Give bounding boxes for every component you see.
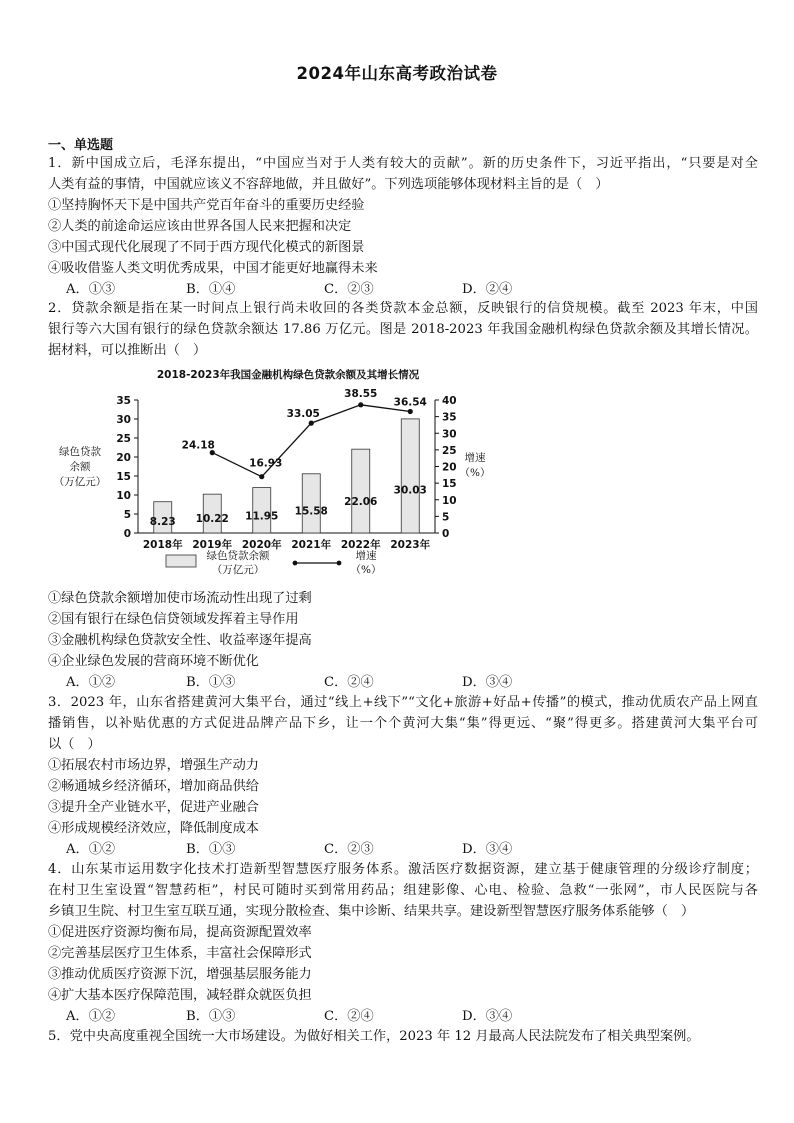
right-axis-tick-label: 10 [442, 494, 457, 507]
green-loan-chart [48, 362, 528, 584]
chart-title: 2018-2023年我国金融机构绿色贷款余额及其增长情况 [156, 369, 420, 381]
growth-point [408, 409, 413, 414]
statement-2: ②畅通城乡经济循环，增加商品供给 [48, 779, 259, 794]
answer-options [48, 672, 758, 693]
growth-value-label: 33.05 [286, 408, 320, 421]
option-b[interactable]: B．①③ [186, 842, 236, 857]
growth-value-label: 38.55 [344, 387, 378, 400]
growth-point [309, 421, 314, 426]
option-a[interactable]: A．①③ [66, 282, 116, 297]
question-1 [48, 153, 758, 300]
statement-4: ④形成规模经济效应，降低制度成本 [48, 821, 259, 836]
question-stem-line: 人类有益的事情，中国就应该义不容辞地做，并且做好”。下列选项能够体现材料主旨的是（ ） [48, 177, 609, 192]
x-tick-label: 2018年 [142, 539, 183, 551]
question-stem-line: 播销售，以补贴优惠的方式促进品牌产品下乡，让一个个黄河大集“集”得更远、“聚”得更多。搭建黄河大集平台可 [48, 716, 758, 731]
bar-value-label: 11.95 [245, 510, 279, 523]
left-axis-tick-label: 0 [123, 528, 131, 540]
legend-line-label: 增速 [355, 550, 377, 562]
statement-1: ①绿色贷款余额增加使市场流动性出现了过剩 [48, 591, 312, 606]
question-stem-line: 4．山东某市运用数字化技术打造新型智慧医疗服务体系。激活医疗数据资源，建立基于健康管理的分级诊疗制度； [48, 862, 758, 877]
legend-line-marker [337, 561, 342, 566]
left-axis-label: 绿色贷款 [59, 446, 101, 458]
section-heading: 一、单选题 [48, 138, 114, 153]
statement-4: ④企业绿色发展的营商环境不断优化 [48, 654, 259, 669]
statement-3: ③金融机构绿色贷款安全性、收益率逐年提高 [48, 633, 312, 648]
statement-3: ③中国式现代化展现了不同于西方现代化模式的新图景 [48, 240, 365, 255]
right-axis-tick-label: 20 [442, 461, 457, 474]
x-tick-label: 2023年 [390, 539, 431, 551]
option-a[interactable]: A．①② [66, 842, 116, 857]
x-tick-label: 2020年 [241, 539, 282, 551]
statement-2: ②国有银行在绿色信贷领域发挥着主导作用 [48, 612, 299, 627]
left-axis-tick-label: 15 [116, 471, 131, 483]
right-axis-label: 增速 [464, 452, 486, 464]
question-stem-line: 据材料，可以推断出（ ） [48, 343, 207, 358]
option-c[interactable]: C．②③ [324, 842, 374, 857]
right-axis-tick-label: 0 [442, 528, 450, 540]
legend-bar-swatch [166, 555, 196, 567]
question-2-statements [48, 588, 758, 693]
left-axis-tick-label: 35 [116, 395, 131, 407]
page-title: 2024年山东高考政治试卷 [296, 64, 498, 83]
right-axis-tick-label: 30 [442, 428, 457, 441]
question-stem-line: 以（ ） [48, 737, 101, 752]
legend-bar-label: 绿色贷款余额 [206, 550, 270, 562]
right-axis-tick-label: 25 [442, 444, 457, 457]
bar-value-label: 8.23 [149, 516, 176, 529]
left-axis-tick-label: 20 [116, 452, 131, 464]
option-c[interactable]: C．②④ [324, 1009, 374, 1024]
right-axis-tick-label: 40 [442, 395, 457, 407]
statement-4: ④吸收借鉴人类文明优秀成果，中国才能更好地赢得未来 [48, 261, 378, 276]
answer-options [48, 279, 758, 300]
answer-options [48, 1006, 758, 1027]
left-axis-tick-label: 25 [116, 433, 131, 445]
statement-1: ①拓展农村市场边界，增强生产动力 [48, 758, 259, 773]
statement-3: ③推动优质医疗资源下沉，增强基层服务能力 [48, 967, 312, 982]
right-axis-tick-label: 5 [442, 511, 450, 524]
option-d[interactable]: D．③④ [462, 1009, 513, 1024]
statement-1: ①促进医疗资源均衡布局，提高资源配置效率 [48, 925, 312, 940]
bar [401, 419, 419, 533]
question-stem-line: 3．2023 年，山东省搭建黄河大集平台，通过“线上+线下”“文化+旅游+好品+传播”的模式，推动优质农产品上网直 [48, 695, 758, 710]
growth-value-label: 24.18 [181, 439, 215, 452]
question-3 [48, 692, 758, 860]
right-axis-label: （%） [459, 467, 491, 479]
chart-svg [48, 362, 528, 584]
bar-value-label: 10.22 [195, 513, 229, 526]
left-axis-tick-label: 10 [116, 490, 131, 502]
legend-line-label: （%） [350, 564, 382, 576]
left-axis-label: （万亿元） [53, 476, 107, 488]
growth-point [358, 402, 363, 407]
option-c[interactable]: C．②④ [324, 675, 374, 690]
question-stem-line: 1．新中国成立后，毛泽东提出，“中国应当对于人类有较大的贡献”。新的历史条件下，习近平指出，“只要是对全 [48, 156, 758, 171]
statement-3: ③提升全产业链水平，促进产业融合 [48, 800, 259, 815]
question-stem-line: 银行等六大国有银行的绿色贷款余额达 17.86 万亿元。图是 2018-2023 年我国金融机构绿色贷款余额及其增长情况。 [48, 322, 758, 337]
statement-4: ④扩大基本医疗保障范围，减轻群众就医负担 [48, 988, 312, 1003]
left-axis-tick-label: 5 [123, 509, 131, 521]
question-stem-line: 5．党中央高度重视全国统一大市场建设。为做好相关工作，2023 年 12 月最高人民法院发布了相关典型案例。 [48, 1029, 700, 1044]
question-stem-line: 乡镇卫生院、村卫生室互联互通，实现分散检查、集中诊断、结果共享。建设新型智慧医疗服务体系能够（ ） [48, 904, 695, 919]
right-axis-tick-label: 35 [442, 411, 457, 424]
bar [352, 449, 370, 533]
legend-line-marker [293, 561, 298, 566]
right-axis-tick-label: 15 [442, 478, 457, 491]
left-axis-label: 余额 [69, 461, 91, 473]
option-a[interactable]: A．①② [66, 675, 116, 690]
growth-value-label: 36.54 [393, 396, 427, 409]
left-axis-tick-label: 30 [116, 414, 131, 426]
statement-1: ①坚持胸怀天下是中国共产党百年奋斗的重要历史经验 [48, 198, 365, 213]
legend-bar-label: （万亿元） [211, 564, 265, 576]
bar-value-label: 15.58 [294, 505, 328, 518]
bar-value-label: 30.03 [393, 484, 427, 497]
option-d[interactable]: D．②④ [462, 282, 513, 297]
answer-options [48, 839, 758, 860]
question-2 [48, 298, 758, 361]
question-5 [48, 1026, 758, 1047]
bar [302, 474, 320, 533]
statement-2: ②人类的前途命运应该由世界各国人民来把握和决定 [48, 219, 352, 234]
growth-value-label: 16.93 [249, 457, 283, 470]
option-b[interactable]: B．①③ [186, 1009, 236, 1024]
growth-point [259, 474, 264, 479]
x-tick-label: 2022年 [340, 539, 381, 551]
bar-value-label: 22.06 [344, 496, 378, 509]
option-d[interactable]: D．③④ [462, 675, 513, 690]
question-stem-line: 2．贷款余额是指在某一时间点上银行尚未收回的各类贷款本金总额，反映银行的信贷规模。截至 2023 年末，中国 [48, 301, 758, 316]
x-tick-label: 2021年 [291, 539, 332, 551]
option-a[interactable]: A．①② [66, 1009, 116, 1024]
option-b[interactable]: B．①③ [186, 675, 236, 690]
question-4 [48, 859, 758, 1027]
option-c[interactable]: C．②③ [324, 282, 374, 297]
option-d[interactable]: D．③④ [462, 842, 513, 857]
x-tick-label: 2019年 [192, 539, 233, 551]
statement-2: ②完善基层医疗卫生体系，丰富社会保障形式 [48, 946, 312, 961]
option-b[interactable]: B．①④ [186, 282, 236, 297]
question-stem-line: 在村卫生室设置“智慧药柜”，村民可随时买到常用药品；组建影像、心电、检验、急救“一张网”，市人民医院与各 [48, 883, 758, 898]
